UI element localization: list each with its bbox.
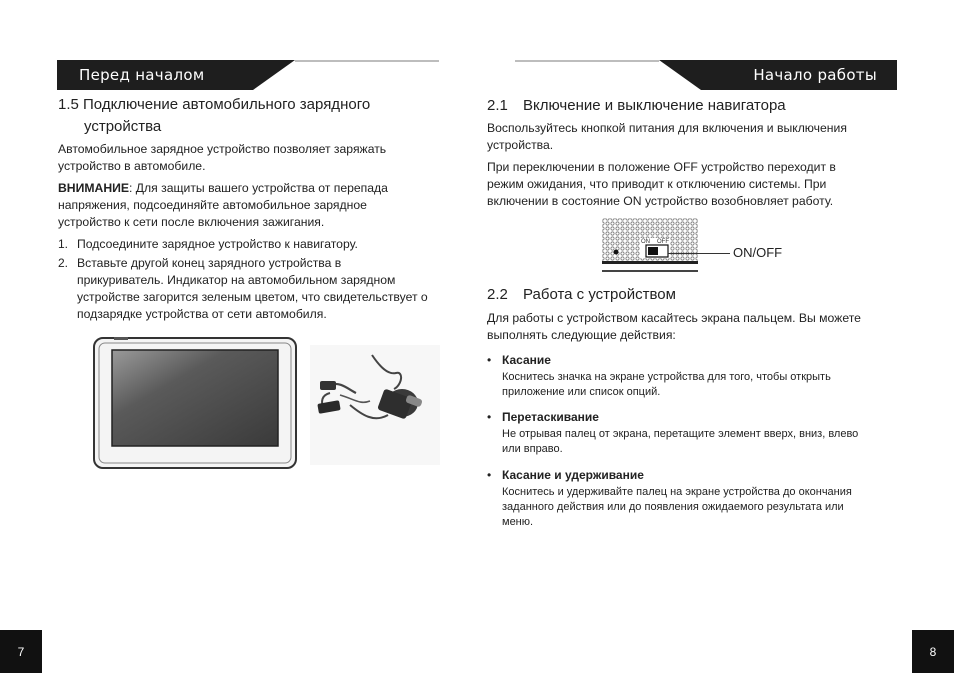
left-page-header	[57, 60, 439, 90]
s21-p2-line2: режим ожидания, что приводит к отключению системы. При	[487, 177, 827, 191]
section-2-2-number: 2.2	[487, 286, 508, 303]
action-3-title: Касание и удерживание	[502, 468, 644, 482]
s21-p1-line1: Воспользуйтесь кнопкой питания для включения и выключения	[487, 121, 847, 135]
left-page-number: 7	[0, 630, 42, 673]
warning-line3: устройство к сети после включения зажигания.	[58, 215, 325, 229]
switch-on-label: ON	[641, 239, 650, 245]
action-2-line2: или вправо.	[502, 443, 563, 455]
action-3-line1: Коснитесь и удерживайте палец на экране устройства до окончания	[502, 486, 852, 498]
step-2-number: 2.	[58, 256, 69, 270]
step-1-number: 1.	[58, 237, 69, 251]
s21-p1-line2: устройства.	[487, 138, 554, 152]
action-1-bullet: •	[487, 353, 492, 367]
switch-off-label: OFF	[657, 239, 669, 245]
action-2-bullet: •	[487, 410, 492, 424]
warning-line1-text: : Для защиты вашего устройства от перепада	[129, 181, 388, 195]
step-2-line1: Вставьте другой конец зарядного устройства в	[77, 256, 342, 270]
section-1-5-title-line2: устройства	[84, 118, 162, 135]
action-1-line1: Коснитесь значка на экране устройства для того, чтобы открыть	[502, 371, 831, 383]
car-charger-image	[310, 345, 440, 465]
right-page-number: 8	[912, 630, 954, 673]
section-1-5-title-line1: 1.5 Подключение автомобильного зарядного	[58, 96, 371, 113]
warning-line2: напряжения, подсоединяйте автомобильное зарядное	[58, 198, 367, 212]
navigator-device-image	[90, 334, 302, 472]
action-2-line1: Не отрывая палец от экрана, перетащите элемент вверх, вниз, влево	[502, 428, 859, 440]
step-2-line2: прикуриватель. Индикатор на автомобильном зарядном	[77, 273, 396, 287]
section-2-2-title: Работа с устройством	[523, 286, 676, 303]
intro-line1: Автомобильное зарядное устройство позволяет заряжать	[58, 142, 387, 156]
section-2-1-number: 2.1	[487, 97, 508, 114]
warning-line1	[58, 180, 388, 197]
s22-p-line1: Для работы с устройством касайтесь экрана пальцем. Вы можете	[487, 311, 861, 325]
action-3-line3: меню.	[502, 516, 534, 528]
step-2-line4: подзарядке устройства от сети автомобиля.	[77, 307, 327, 321]
action-1-line2: приложение или список опций.	[502, 386, 661, 398]
s21-p2-line1: При переключении в положение OFF устройство переходит в	[487, 160, 836, 174]
section-2-1-title: Включение и выключение навигатора	[523, 97, 786, 114]
power-switch-diagram	[600, 216, 700, 274]
action-2-title: Перетаскивание	[502, 410, 599, 424]
right-header-title: Начало работы	[753, 66, 877, 84]
action-3-line2: заданного действия или до появления ожидаемого результата или	[502, 501, 844, 513]
action-3-bullet: •	[487, 468, 492, 482]
switch-callout-line	[668, 253, 730, 254]
right-page-header	[515, 60, 897, 90]
s22-p-line2: выполнять следующие действия:	[487, 328, 676, 342]
step-2-line3: устройстве загорится зеленым цветом, что свидетельствует о	[77, 290, 428, 304]
left-header-title: Перед началом	[79, 66, 205, 84]
step-1-line1: Подсоедините зарядное устройство к навигатору.	[77, 237, 358, 251]
s21-p2-line3: включении в состояние ON устройство возобновляет работу.	[487, 194, 834, 208]
intro-line2: устройство в автомобиле.	[58, 159, 206, 173]
warning-label: ВНИМАНИЕ	[58, 181, 130, 195]
action-1-title: Касание	[502, 353, 551, 367]
switch-callout-label: ON/OFF	[733, 245, 783, 260]
